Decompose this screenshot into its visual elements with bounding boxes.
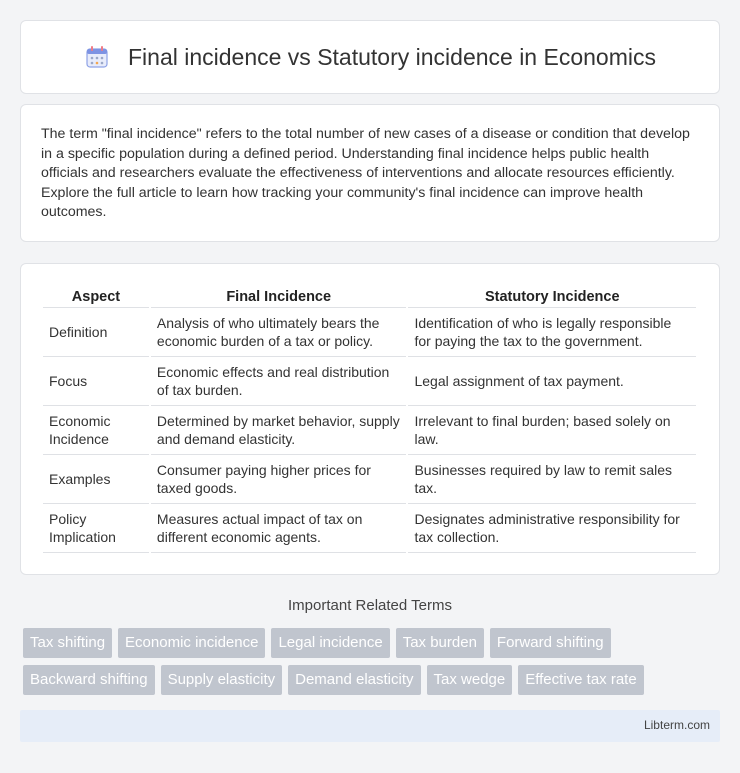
row-final-incidence: Determined by market behavior, supply and demand elasticity. xyxy=(151,406,407,455)
row-statutory-incidence: Businesses required by law to remit sales tax. xyxy=(408,455,696,504)
table-row xyxy=(43,504,696,553)
title-card xyxy=(20,20,720,94)
tag-economic-incidence[interactable]: Economic incidence xyxy=(118,628,265,658)
row-statutory-incidence: Identification of who is legally responsible for paying the tax to the government. xyxy=(408,308,696,357)
tag-demand-elasticity[interactable]: Demand elasticity xyxy=(288,665,420,695)
comparison-card xyxy=(20,263,720,575)
tag-tax-burden[interactable]: Tax burden xyxy=(396,628,484,658)
tag-tax-wedge[interactable]: Tax wedge xyxy=(427,665,513,695)
tag-row xyxy=(23,628,723,658)
related-terms-heading: Important Related Terms xyxy=(288,597,452,614)
tag-forward-shifting[interactable]: Forward shifting xyxy=(490,628,611,658)
tag-effective-tax-rate[interactable]: Effective tax rate xyxy=(518,665,643,695)
tag-tax-shifting[interactable]: Tax shifting xyxy=(23,628,112,658)
column-header-statutory-incidence: Statutory Incidence xyxy=(408,286,696,308)
table-header-row xyxy=(43,286,696,308)
footer-site-link[interactable]: Libterm.com xyxy=(643,718,710,732)
row-final-incidence: Consumer paying higher prices for taxed goods. xyxy=(151,455,407,504)
comparison-table xyxy=(41,286,698,553)
tag-backward-shifting[interactable]: Backward shifting xyxy=(23,665,155,695)
column-header-aspect: Aspect xyxy=(43,286,149,308)
row-final-incidence: Measures actual impact of tax on different economic agents. xyxy=(151,504,407,553)
calendar-icon xyxy=(84,44,110,70)
related-terms-list xyxy=(23,628,723,702)
row-final-incidence: Economic effects and real distribution of tax burden. xyxy=(151,357,407,406)
page-title: Final incidence vs Statutory incidence in Economics xyxy=(128,43,656,70)
intro-paragraph: The term "final incidence" refers to the total number of new cases of a disease or condition that develop in a specific population during a defined period. Understanding final incidence helps public health officials and researchers evaluate the effectiveness of interventions and allocate resources efficiently. Explore the full article to learn how tracking your community's final incidence can improve health outcomes. xyxy=(41,126,690,221)
row-aspect: Focus xyxy=(43,357,149,406)
tag-supply-elasticity[interactable]: Supply elasticity xyxy=(161,665,283,695)
row-aspect: Definition xyxy=(43,308,149,357)
table-row xyxy=(43,357,696,406)
row-aspect: Economic Incidence xyxy=(43,406,149,455)
table-row xyxy=(43,455,696,504)
row-statutory-incidence: Irrelevant to final burden; based solely on law. xyxy=(408,406,696,455)
row-aspect: Examples xyxy=(43,455,149,504)
footer xyxy=(20,710,720,742)
row-aspect: Policy Implication xyxy=(43,504,149,553)
table-row xyxy=(43,406,696,455)
row-final-incidence: Analysis of who ultimately bears the economic burden of a tax or policy. xyxy=(151,308,407,357)
table-row xyxy=(43,308,696,357)
row-statutory-incidence: Legal assignment of tax payment. xyxy=(408,357,696,406)
row-statutory-incidence: Designates administrative responsibility for tax collection. xyxy=(408,504,696,553)
tag-legal-incidence[interactable]: Legal incidence xyxy=(271,628,389,658)
tag-row xyxy=(23,665,723,695)
column-header-final-incidence: Final Incidence xyxy=(151,286,407,308)
intro-card xyxy=(20,104,720,242)
